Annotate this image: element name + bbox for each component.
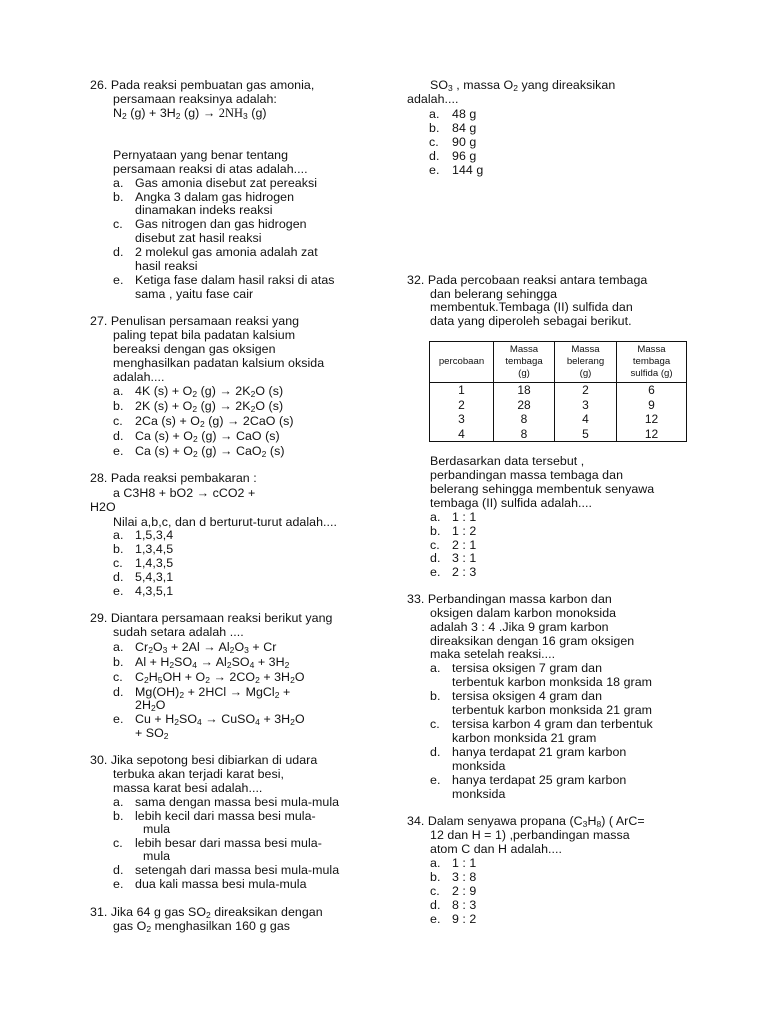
table-cell: 6 9 12 12 — [617, 383, 687, 442]
option-b[interactable]: b. — [113, 399, 124, 413]
option-e[interactable]: e. — [113, 444, 124, 458]
table-header-cell: Massa tembaga sulfida (g) — [617, 342, 687, 383]
question-33-stem: 33. Perbandingan massa karbon dan — [407, 592, 612, 606]
table-cell: 18 28 8 8 — [494, 383, 555, 442]
option-c[interactable]: c. — [113, 414, 123, 428]
option-a[interactable]: a. — [429, 107, 440, 121]
option-b[interactable]: b. — [113, 190, 124, 204]
option-b[interactable]: b. — [113, 809, 124, 823]
table-row — [430, 383, 687, 442]
option-a[interactable]: a. — [430, 661, 441, 675]
option-a[interactable]: a. — [113, 640, 124, 654]
table-cell: 1 2 3 4 — [430, 383, 494, 442]
option-c[interactable]: c. — [430, 717, 440, 731]
option-d[interactable]: d. — [429, 149, 440, 163]
question-26-stem: 26. Pada reaksi pembuatan gas amonia, — [90, 78, 315, 92]
option-d[interactable]: d. — [113, 429, 124, 443]
table-header-cell: percobaan — [430, 342, 494, 383]
table-header-row — [430, 342, 687, 383]
option-b[interactable]: b. — [430, 524, 441, 538]
option-c[interactable]: c. — [430, 538, 440, 552]
option-b[interactable]: b. — [429, 121, 440, 135]
option-e[interactable]: e. — [113, 584, 124, 598]
option-c[interactable]: c. — [113, 556, 123, 570]
option-c[interactable]: c. — [113, 670, 123, 684]
option-e[interactable]: e. — [430, 912, 441, 926]
option-a[interactable]: a. — [430, 510, 441, 524]
option-b[interactable]: b. — [113, 655, 124, 669]
option-d[interactable]: d. — [113, 685, 124, 699]
option-a[interactable]: a. — [113, 795, 124, 809]
option-d[interactable]: d. — [113, 863, 124, 877]
option-e[interactable]: e. — [113, 273, 124, 287]
option-d[interactable]: d. — [113, 570, 124, 584]
question-30-stem: 30. Jika sepotong besi dibiarkan di udara — [90, 753, 318, 767]
table-header-cell: Massa belerang (g) — [555, 342, 617, 383]
data-table — [429, 341, 687, 442]
question-32-stem: 32. Pada percobaan reaksi antara tembaga — [407, 273, 648, 287]
option-c[interactable]: c. — [113, 836, 123, 850]
option-e[interactable]: e. — [429, 163, 440, 177]
question-29-stem: 29. Diantara persamaan reaksi berikut yang — [90, 611, 333, 625]
option-b[interactable]: b. — [430, 870, 441, 884]
question-27-stem: 27. Penulisan persamaan reaksi yang — [90, 314, 300, 328]
option-d[interactable]: d. — [113, 245, 124, 259]
table-cell: 2 3 4 5 — [555, 383, 617, 442]
option-e[interactable]: e. — [113, 877, 124, 891]
option-a[interactable]: a. — [430, 856, 441, 870]
option-b[interactable]: b. — [113, 542, 124, 556]
option-b[interactable]: b. — [430, 689, 441, 703]
option-d[interactable]: d. — [430, 551, 441, 565]
option-a[interactable]: a. — [113, 176, 124, 190]
option-d[interactable]: d. — [430, 745, 441, 759]
question-28-stem: 28. Pada reaksi pembakaran : — [90, 471, 257, 485]
table-header-cell: Massa tembaga (g) — [494, 342, 555, 383]
option-c[interactable]: c. — [429, 135, 439, 149]
option-c[interactable]: c. — [113, 217, 123, 231]
option-e[interactable]: e. — [430, 565, 441, 579]
option-e[interactable]: e. — [113, 712, 124, 726]
option-a[interactable]: a. — [113, 528, 124, 542]
question-26-equation: $N_2$ $(g) + 3H_2$ $(g) \to 2NH_3$ (g) — [113, 106, 267, 121]
question-31-stem: 31. Jika 64 g gas $SO_2$ direaksikan dengan — [90, 905, 323, 920]
option-e[interactable]: e. — [430, 773, 441, 787]
option-d[interactable]: d. — [430, 898, 441, 912]
question-34-stem: 34. Dalam senyawa propana $(C_3H_8)$ ( ArC= — [407, 814, 645, 829]
option-c[interactable]: c. — [430, 884, 440, 898]
option-a[interactable]: a. — [113, 384, 124, 398]
